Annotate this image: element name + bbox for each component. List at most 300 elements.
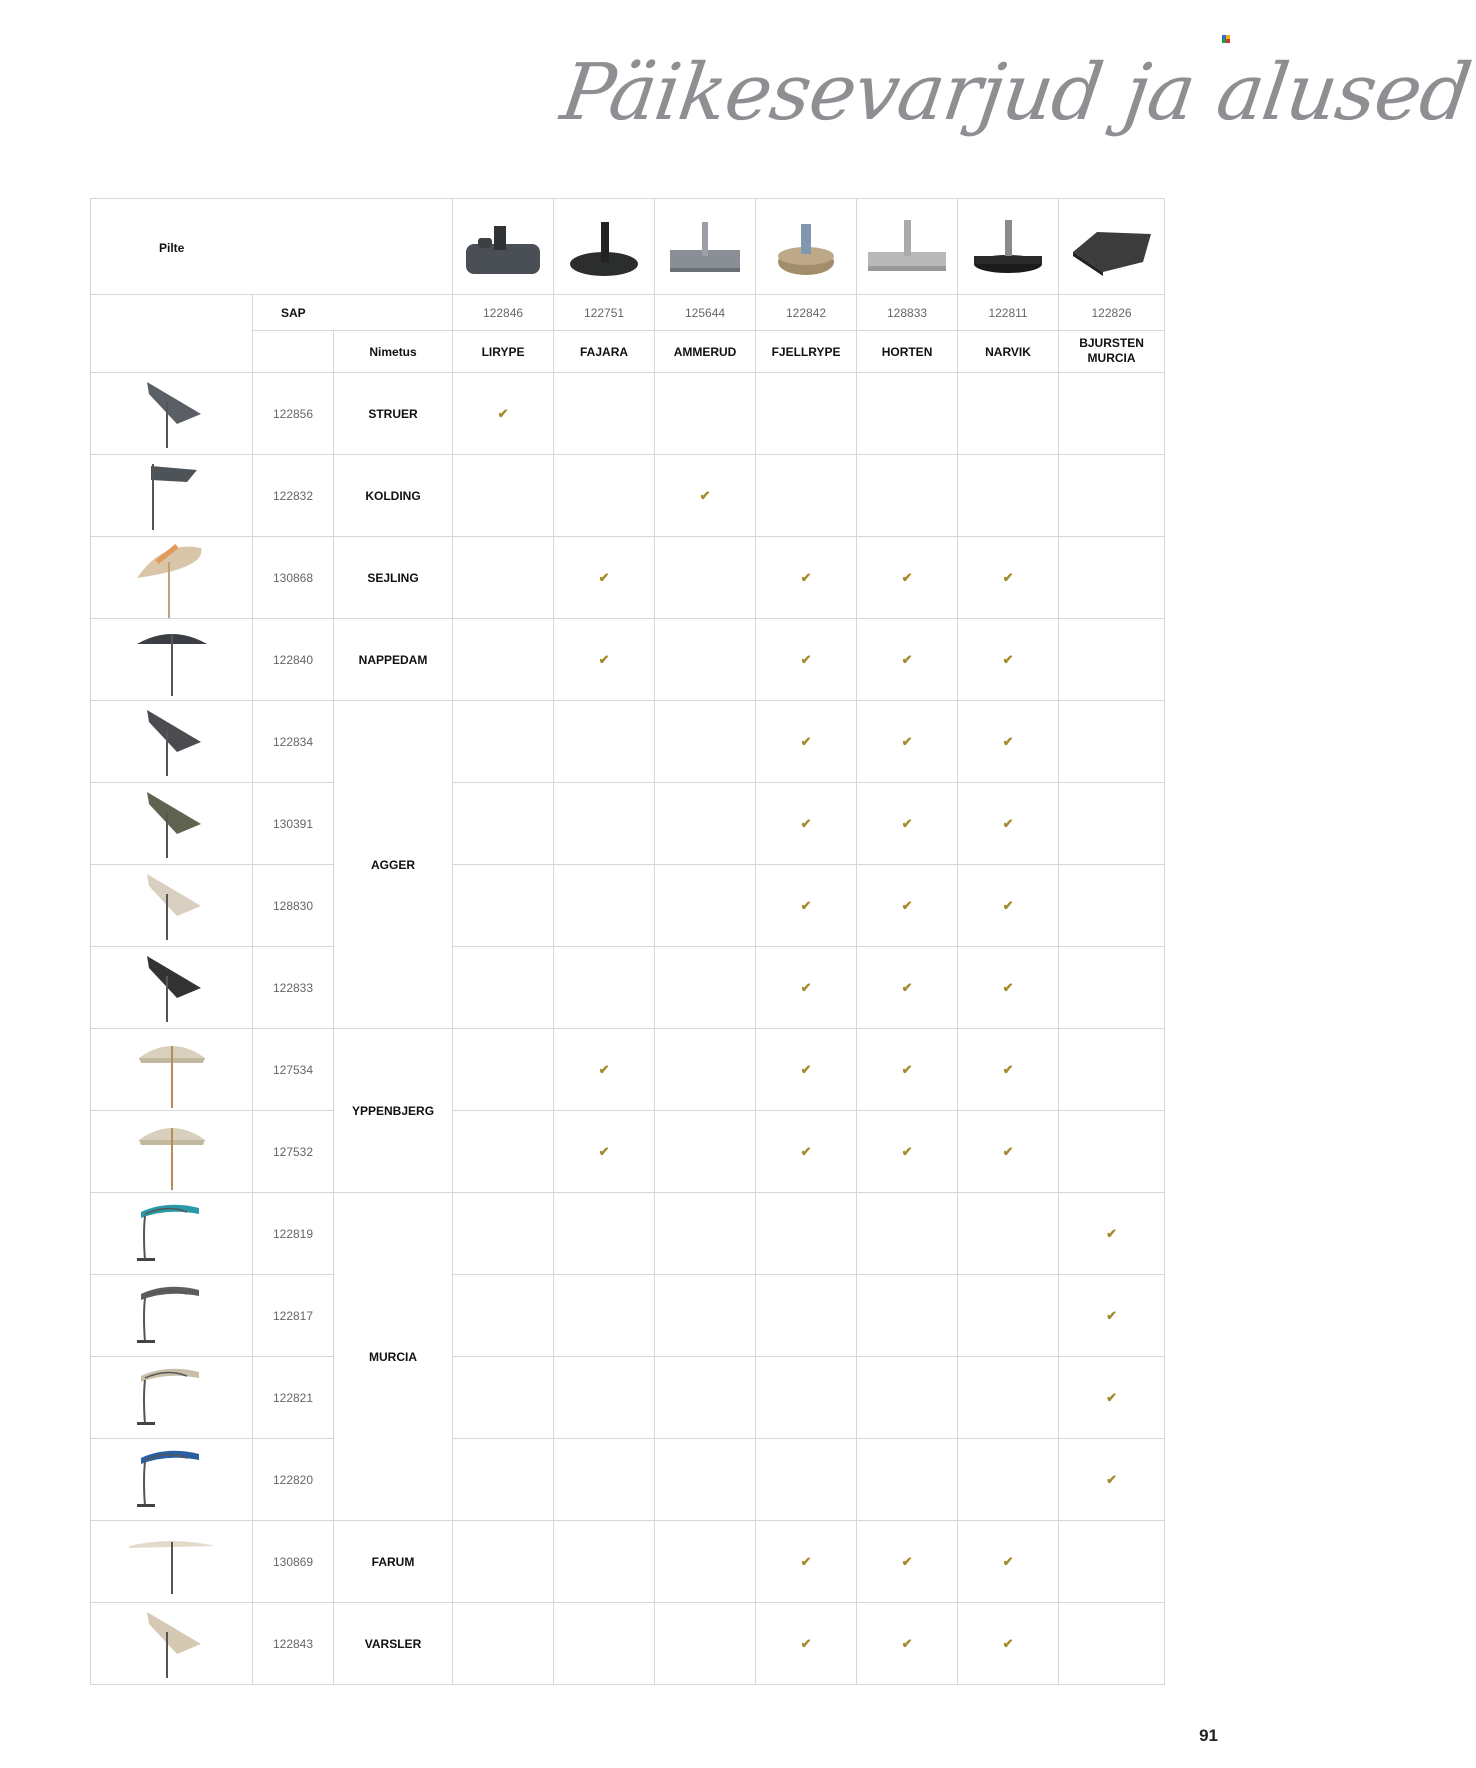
compatibility-cell <box>655 1275 756 1357</box>
base-sap-cell <box>655 295 756 331</box>
compatibility-cell <box>453 865 554 947</box>
compatibility-table <box>90 198 1165 1685</box>
compatibility-cell <box>756 1439 857 1521</box>
checkmark-icon: ✔ <box>1002 651 1014 667</box>
umbrella-sap-cell <box>253 619 334 701</box>
checkmark-icon: ✔ <box>1002 979 1014 995</box>
umbrella-sap-cell <box>253 1603 334 1685</box>
compatibility-cell <box>857 537 958 619</box>
compatibility-cell <box>958 537 1059 619</box>
umbrella-sap-number: 122840 <box>272 652 314 667</box>
umbrella-sap-number: 122834 <box>272 734 314 749</box>
compatibility-cell <box>756 1111 857 1193</box>
checkmark-icon: ✔ <box>901 897 913 913</box>
compatibility-cell <box>958 1603 1059 1685</box>
base-name-cell <box>453 331 554 373</box>
compatibility-cell <box>857 1439 958 1521</box>
umbrella-sap-number: 130868 <box>272 570 314 585</box>
model-name-cell <box>334 455 453 537</box>
umbrella-sap-cell <box>253 455 334 537</box>
compatibility-cell <box>958 1357 1059 1439</box>
checkmark-icon: ✔ <box>800 733 812 749</box>
compatibility-cell <box>453 455 554 537</box>
sap-blank-cell <box>253 331 334 373</box>
umbrella-image-cell <box>91 1521 253 1603</box>
compatibility-cell <box>857 783 958 865</box>
compatibility-cell <box>453 1275 554 1357</box>
cantilever-weight-base-icon <box>1059 212 1164 282</box>
compatibility-cell <box>655 1029 756 1111</box>
umbrella-sap-number: 122833 <box>272 980 314 995</box>
checkmark-icon: ✔ <box>800 815 812 831</box>
base-image-cell <box>756 199 857 295</box>
black-tilted-umbrella-icon <box>91 948 252 1028</box>
compatibility-cell <box>554 1029 655 1111</box>
table-row <box>91 1111 1165 1193</box>
compatibility-cell <box>1059 1357 1165 1439</box>
umbrella-sap-cell <box>253 1357 334 1439</box>
checkmark-icon: ✔ <box>901 1553 913 1569</box>
compatibility-cell <box>655 619 756 701</box>
compatibility-cell <box>756 1193 857 1275</box>
model-name-cell <box>334 701 453 1029</box>
compatibility-cell <box>1059 1521 1165 1603</box>
compatibility-cell <box>958 947 1059 1029</box>
base-name: AMMERUD <box>673 344 737 359</box>
checkmark-icon: ✔ <box>800 979 812 995</box>
fringed-umbrella-icon <box>91 1030 252 1110</box>
compatibility-cell <box>958 1439 1059 1521</box>
beige-cantilever-umbrella-icon <box>91 1358 252 1438</box>
model-name: NAPPEDAM <box>358 652 428 667</box>
compatibility-cell <box>958 1521 1059 1603</box>
checkmark-icon: ✔ <box>699 487 711 503</box>
base-name-cell <box>756 331 857 373</box>
olive-tilted-umbrella-icon <box>91 784 252 864</box>
compatibility-cell <box>453 1603 554 1685</box>
compatibility-cell <box>857 1603 958 1685</box>
compatibility-cell <box>655 373 756 455</box>
checkmark-icon: ✔ <box>800 569 812 585</box>
half-umbrella-icon <box>91 456 252 536</box>
model-name: MURCIA <box>369 1349 418 1364</box>
compatibility-cell <box>453 373 554 455</box>
table-row <box>91 619 1165 701</box>
umbrella-sap-cell <box>253 1439 334 1521</box>
grey-tilted-umbrella-icon <box>91 374 252 454</box>
compatibility-cell <box>857 1275 958 1357</box>
compatibility-cell <box>1059 701 1165 783</box>
umbrella-sap-cell <box>253 701 334 783</box>
compatibility-cell <box>1059 1193 1165 1275</box>
compatibility-cell <box>453 619 554 701</box>
square-granite-base-icon <box>857 212 957 282</box>
sap-header <box>253 295 453 331</box>
base-sap-number: 128833 <box>887 305 928 320</box>
compatibility-cell <box>554 1603 655 1685</box>
checkmark-icon: ✔ <box>800 897 812 913</box>
checkmark-icon: ✔ <box>901 569 913 585</box>
compatibility-cell <box>857 455 958 537</box>
umbrella-image-cell <box>91 1193 253 1275</box>
base-sap-number: 125644 <box>685 305 726 320</box>
compatibility-cell <box>1059 947 1165 1029</box>
checkmark-icon: ✔ <box>901 651 913 667</box>
compatibility-cell <box>756 537 857 619</box>
umbrella-sap-number: 122856 <box>272 406 314 421</box>
umbrella-image-cell <box>91 783 253 865</box>
grey-cantilever-umbrella-icon <box>91 1276 252 1356</box>
compatibility-cell <box>554 1275 655 1357</box>
compatibility-cell <box>857 865 958 947</box>
compatibility-cell <box>756 619 857 701</box>
compatibility-cell <box>958 1193 1059 1275</box>
umbrella-sap-cell <box>253 783 334 865</box>
model-name: STRUER <box>368 406 418 421</box>
compatibility-cell <box>756 1521 857 1603</box>
plastic-base-icon <box>453 212 553 282</box>
table-row <box>91 1603 1165 1685</box>
table-row <box>91 783 1165 865</box>
compatibility-cell <box>453 1193 554 1275</box>
compatibility-cell <box>857 619 958 701</box>
header-blank-cell <box>91 295 253 373</box>
umbrella-image-cell <box>91 947 253 1029</box>
base-sap-cell <box>857 295 958 331</box>
compatibility-cell <box>1059 783 1165 865</box>
checkmark-icon: ✔ <box>1106 1225 1117 1241</box>
umbrella-image-cell <box>91 455 253 537</box>
base-sap-cell <box>1059 295 1165 331</box>
compatibility-cell <box>958 783 1059 865</box>
nimetus-header <box>334 331 453 373</box>
page-number: 91 <box>1199 1726 1218 1745</box>
compatibility-cell <box>655 865 756 947</box>
compatibility-cell <box>554 865 655 947</box>
compatibility-cell <box>1059 537 1165 619</box>
base-name-cell <box>857 331 958 373</box>
checkmark-icon: ✔ <box>598 1143 610 1159</box>
umbrella-sap-number: 122821 <box>272 1390 314 1405</box>
umbrella-sap-number: 127532 <box>272 1144 314 1159</box>
umbrella-sap-number: 127534 <box>272 1062 314 1077</box>
base-name-cell <box>655 331 756 373</box>
compatibility-cell <box>756 1275 857 1357</box>
table-row <box>91 1521 1165 1603</box>
checkmark-icon: ✔ <box>901 1143 913 1159</box>
compatibility-cell <box>554 783 655 865</box>
umbrella-image-cell <box>91 537 253 619</box>
model-name-cell <box>334 1521 453 1603</box>
compatibility-cell <box>1059 1439 1165 1521</box>
model-name: YPPENBJERG <box>352 1103 435 1118</box>
checkmark-icon: ✔ <box>1106 1307 1117 1323</box>
checkmark-icon: ✔ <box>901 1061 913 1077</box>
checkmark-icon: ✔ <box>1106 1389 1117 1405</box>
small-tilted-umbrella-icon <box>91 1604 252 1684</box>
compatibility-cell <box>453 537 554 619</box>
compatibility-cell <box>1059 455 1165 537</box>
table-row <box>91 1193 1165 1275</box>
compatibility-cell <box>554 455 655 537</box>
teal-cantilever-umbrella-icon <box>91 1194 252 1274</box>
base-name: HORTEN <box>881 344 933 359</box>
compatibility-cell <box>958 1029 1059 1111</box>
base-sap-number: 122811 <box>988 305 1028 320</box>
umbrella-sap-number: 122817 <box>272 1308 314 1323</box>
compatibility-cell <box>958 865 1059 947</box>
compatibility-cell <box>958 455 1059 537</box>
table-row <box>91 947 1165 1029</box>
base-image-cell <box>1059 199 1165 295</box>
model-name-cell <box>334 1603 453 1685</box>
stone-round-base-icon <box>756 212 856 282</box>
model-name: KOLDING <box>365 488 421 503</box>
base-name: BJURSTEN MURCIA <box>1079 336 1144 365</box>
table-row <box>91 537 1165 619</box>
compatibility-cell <box>655 1521 756 1603</box>
compatibility-cell <box>958 1275 1059 1357</box>
compatibility-cell <box>857 701 958 783</box>
base-image-cell <box>554 199 655 295</box>
compatibility-cell <box>453 947 554 1029</box>
compatibility-cell <box>756 1603 857 1685</box>
compatibility-cell <box>453 701 554 783</box>
base-sap-cell <box>958 295 1059 331</box>
base-image-cell <box>958 199 1059 295</box>
compatibility-cell <box>655 783 756 865</box>
table-row <box>91 373 1165 455</box>
compatibility-cell <box>655 947 756 1029</box>
compatibility-cell <box>756 1357 857 1439</box>
compatibility-cell <box>756 373 857 455</box>
model-name-cell <box>334 1193 453 1521</box>
table-row <box>91 1275 1165 1357</box>
compatibility-cell <box>554 1193 655 1275</box>
checkmark-icon: ✔ <box>1002 733 1014 749</box>
compatibility-cell <box>655 455 756 537</box>
round-black-base-icon <box>958 212 1058 282</box>
base-name: FAJARA <box>580 344 629 359</box>
compatibility-cell <box>1059 1603 1165 1685</box>
compatibility-cell <box>1059 1029 1165 1111</box>
striped-beach-umbrella-icon <box>91 538 252 618</box>
umbrella-sap-number: 130391 <box>272 816 314 831</box>
round-dark-base-icon <box>554 212 654 282</box>
base-name: FJELLRYPE <box>771 344 841 359</box>
model-name-cell <box>334 1029 453 1193</box>
checkmark-icon: ✔ <box>901 815 913 831</box>
compatibility-cell <box>453 1111 554 1193</box>
granite-slab-base-icon <box>655 212 755 282</box>
umbrella-image-cell <box>91 373 253 455</box>
sap-label: SAP <box>281 305 306 320</box>
compatibility-cell <box>655 1193 756 1275</box>
compatibility-cell <box>756 865 857 947</box>
checkmark-icon: ✔ <box>598 651 610 667</box>
compatibility-cell <box>756 1029 857 1111</box>
compatibility-cell <box>655 1603 756 1685</box>
base-image-cell <box>857 199 958 295</box>
umbrella-sap-number: 122832 <box>272 488 314 503</box>
checkmark-icon: ✔ <box>800 1553 812 1569</box>
compatibility-cell <box>453 783 554 865</box>
compatibility-cell <box>857 947 958 1029</box>
umbrella-image-cell <box>91 865 253 947</box>
compatibility-cell <box>554 1357 655 1439</box>
model-name: VARSLER <box>364 1636 422 1651</box>
base-sap-cell <box>453 295 554 331</box>
dark-tilted-umbrella-icon <box>91 702 252 782</box>
compatibility-cell <box>958 373 1059 455</box>
umbrella-sap-cell <box>253 947 334 1029</box>
compatibility-cell <box>453 1439 554 1521</box>
checkmark-icon: ✔ <box>1002 815 1014 831</box>
umbrella-image-cell <box>91 1603 253 1685</box>
table-row <box>91 865 1165 947</box>
compatibility-cell <box>1059 865 1165 947</box>
compatibility-cell <box>857 1193 958 1275</box>
checkmark-icon: ✔ <box>901 733 913 749</box>
model-name-cell <box>334 619 453 701</box>
base-sap-number: 122751 <box>584 305 625 320</box>
umbrella-image-cell <box>91 1275 253 1357</box>
checkmark-icon: ✔ <box>1106 1471 1117 1487</box>
model-name: FARUM <box>371 1554 415 1569</box>
umbrella-sap-cell <box>253 1275 334 1357</box>
checkmark-icon: ✔ <box>598 1061 610 1077</box>
table-row <box>91 1439 1165 1521</box>
nimetus-label: Nimetus <box>369 344 417 359</box>
checkmark-icon: ✔ <box>1002 1635 1014 1651</box>
base-sap-cell <box>756 295 857 331</box>
base-name-cell <box>1059 331 1165 373</box>
umbrella-sap-cell <box>253 373 334 455</box>
compatibility-cell <box>1059 1275 1165 1357</box>
umbrella-sap-cell <box>253 1193 334 1275</box>
umbrella-sap-number: 122819 <box>272 1226 314 1241</box>
table-row <box>91 455 1165 537</box>
umbrella-sap-cell <box>253 1521 334 1603</box>
compatibility-cell <box>756 455 857 537</box>
checkmark-icon: ✔ <box>1002 1061 1014 1077</box>
base-sap-number: 122842 <box>786 305 827 320</box>
base-image-cell <box>655 199 756 295</box>
compatibility-cell <box>857 1521 958 1603</box>
checkmark-icon: ✔ <box>1002 569 1014 585</box>
umbrella-image-cell <box>91 619 253 701</box>
compatibility-cell <box>756 947 857 1029</box>
umbrella-sap-number: 122820 <box>272 1472 314 1487</box>
base-sap-number: 122846 <box>483 305 524 320</box>
compatibility-cell <box>857 1111 958 1193</box>
model-name: SEJLING <box>367 570 419 585</box>
compatibility-cell <box>857 1357 958 1439</box>
compatibility-cell <box>857 1029 958 1111</box>
compatibility-cell <box>655 537 756 619</box>
pilte-label: Pilte <box>159 241 185 255</box>
dark-flat-umbrella-icon <box>91 620 252 700</box>
compatibility-cell <box>655 1357 756 1439</box>
base-name: NARVIK <box>985 344 1031 359</box>
page-title: Päikesevarjud ja alused <box>555 48 1476 138</box>
umbrella-sap-cell <box>253 537 334 619</box>
checkmark-icon: ✔ <box>800 1061 812 1077</box>
checkmark-icon: ✔ <box>901 1635 913 1651</box>
compatibility-cell <box>655 1439 756 1521</box>
compatibility-cell <box>554 619 655 701</box>
base-name: LIRYPE <box>481 344 525 359</box>
fringed-umbrella-icon <box>91 1112 252 1192</box>
checkmark-icon: ✔ <box>598 569 610 585</box>
table-row <box>91 701 1165 783</box>
compatibility-cell <box>958 619 1059 701</box>
compatibility-cell <box>554 1521 655 1603</box>
checkmark-icon: ✔ <box>800 1635 812 1651</box>
umbrella-image-cell <box>91 701 253 783</box>
model-name-cell <box>334 373 453 455</box>
checkmark-icon: ✔ <box>497 405 509 421</box>
compatibility-cell <box>554 1111 655 1193</box>
umbrella-image-cell <box>91 1439 253 1521</box>
compatibility-cell <box>453 1029 554 1111</box>
model-name-cell <box>334 537 453 619</box>
compatibility-cell <box>554 373 655 455</box>
umbrella-sap-number: 130869 <box>272 1554 314 1569</box>
base-name-cell <box>958 331 1059 373</box>
compatibility-cell <box>1059 373 1165 455</box>
compatibility-cell <box>554 1439 655 1521</box>
compatibility-cell <box>756 783 857 865</box>
umbrella-image-cell <box>91 1111 253 1193</box>
compatibility-cell <box>958 1111 1059 1193</box>
checkmark-icon: ✔ <box>1002 1143 1014 1159</box>
table-row <box>91 1029 1165 1111</box>
umbrella-sap-cell <box>253 1111 334 1193</box>
compatibility-cell <box>554 537 655 619</box>
checkmark-icon: ✔ <box>800 1143 812 1159</box>
pilte-header <box>91 199 453 295</box>
corner-color-mark <box>1222 35 1230 43</box>
compatibility-cell <box>1059 1111 1165 1193</box>
compatibility-cell <box>453 1357 554 1439</box>
umbrella-sap-number: 122843 <box>272 1636 314 1651</box>
compatibility-cell <box>655 1111 756 1193</box>
table-row <box>91 1357 1165 1439</box>
base-sap-cell <box>554 295 655 331</box>
checkmark-icon: ✔ <box>901 979 913 995</box>
umbrella-image-cell <box>91 1357 253 1439</box>
compatibility-cell <box>554 701 655 783</box>
umbrella-sap-cell <box>253 1029 334 1111</box>
checkmark-icon: ✔ <box>1002 897 1014 913</box>
base-image-cell <box>453 199 554 295</box>
blue-cantilever-umbrella-icon <box>91 1440 252 1520</box>
base-name-cell <box>554 331 655 373</box>
beige-tilted-umbrella-icon <box>91 866 252 946</box>
base-sap-number: 122826 <box>1091 305 1132 320</box>
compatibility-cell <box>453 1521 554 1603</box>
compatibility-cell <box>554 947 655 1029</box>
checkmark-icon: ✔ <box>800 651 812 667</box>
umbrella-sap-cell <box>253 865 334 947</box>
compatibility-cell <box>1059 619 1165 701</box>
model-name: AGGER <box>371 857 416 872</box>
wide-beige-umbrella-icon <box>91 1522 252 1602</box>
checkmark-icon: ✔ <box>1002 1553 1014 1569</box>
compatibility-cell <box>958 701 1059 783</box>
compatibility-cell <box>655 701 756 783</box>
